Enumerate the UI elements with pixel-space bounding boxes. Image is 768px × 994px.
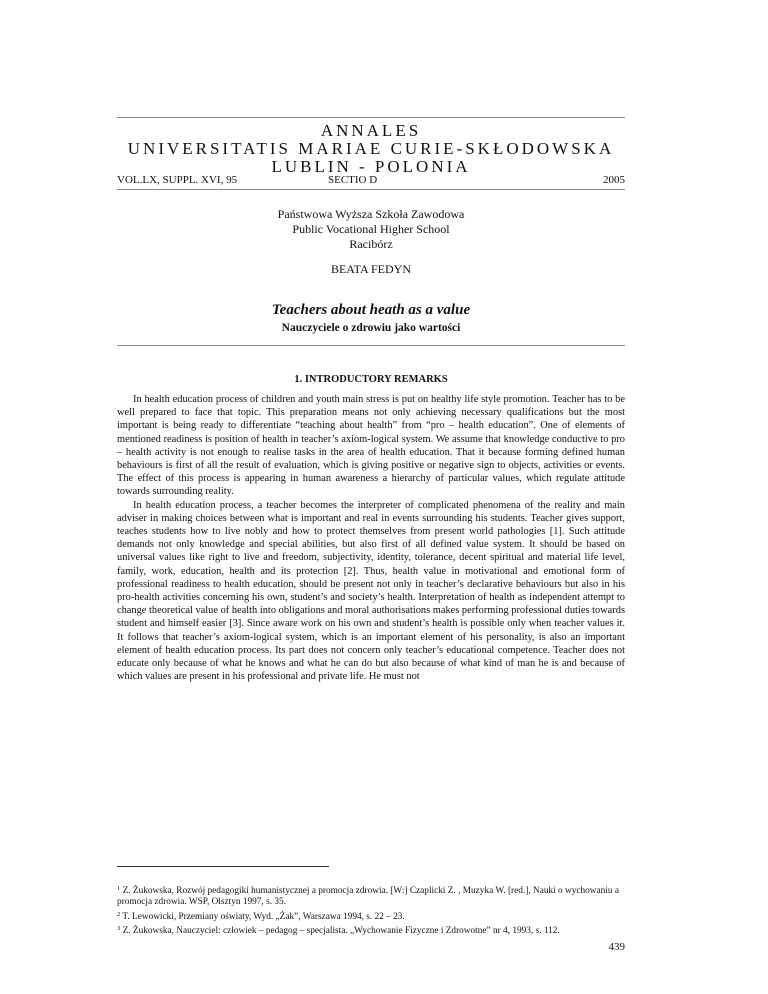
article-title: Teachers about heath as a value: [271, 302, 471, 318]
section-heading: 1. INTRODUCTORY REMARKS: [294, 374, 448, 385]
article-subtitle: Nauczyciele o zdrowiu jako wartości: [281, 322, 461, 334]
footnote-marker: 2: [117, 910, 121, 918]
footnote: [117, 883, 625, 909]
title-rule: [117, 345, 625, 346]
paragraph: In health education process of children and youth main stress is put on healthy life style promotion. Teacher has to be well prepared to face that topic. This preparation means not only achieving necessary qualifications but the most important is being ready to differentiate “teaching about health” from “pro – health education”. One of elements of mentioned readiness is position of health in teacher’s axiom-logical system. We assume that knowledge conductive to pro – health activity is not enough to realise tasks in the area of health education. That it because forming defined human behaviours is first of all the result of evaluation, which is giving positive or negative sign to objects, activities or events. The effect of this process is appearing in human awareness a hierarchy of particular values, which regulate attitude towards surrounding reality.: [117, 394, 625, 498]
footnote: [117, 909, 625, 923]
journal-name-line-2: UNIVERSITATIS MARIAE CURIE-SKŁODOWSKA: [127, 139, 615, 158]
year-info: 2005: [603, 174, 625, 186]
journal-name-line-1: ANNALES: [320, 121, 422, 140]
footnote: [117, 923, 625, 937]
header-bottom-rule: [117, 189, 625, 190]
footnote-marker: 1: [117, 885, 121, 892]
journal-name-line-3: LUBLIN - POLONIA: [271, 157, 471, 176]
institution-polish: Państwowa Wyższa Szkoła Zawodowa: [277, 207, 465, 221]
footnote-text: Z. Żukowska, Rozwój pedagogiki humanistycznej a promocja zdrowia. [W:] Czaplicki Z. , Muzyka W. [red.], Nauki o wychowaniu a promocja zdrowia. WSP, Olsztyn 1997, s. 35.: [117, 886, 619, 908]
footnotes: [117, 883, 625, 938]
footnote-text: Z. Żukowska, Nauczyciel: człowiek – pedagog – specjalista. „Wychowanie Fizyczne i Zdrowotne” nr 4, 1993, s. 112.: [122, 926, 560, 937]
footnote-text: T. Lewowicki, Przemiany oświaty, Wyd. „Żak”, Warszawa 1994, s. 22 – 23.: [122, 911, 405, 922]
author-name: BEATA FEDYN: [330, 262, 412, 276]
volume-info: VOL.LX, SUPPL. XVI, 95: [117, 174, 238, 186]
footnote-marker: 3: [117, 925, 121, 933]
paragraph: In health education process, a teacher becomes the interpreter of complicated phenomena of the reality and main adviser in making choices between what is important and real in events surrounding his students. Teacher gives support, teaches students how to live nobly and how to protect themselves from present world pathologies [1]. Such attitude demands not only knowledge and special abilities, but also first of all defined value system. It should be based on universal values like right to live and freedom, subjectivity, identity, tolerance, decent spiritual and material life level, family, work, education, health and its protection [2]. Thus, health value in motivational and emotional form of professional readiness to health education, should be present not only in teacher’s declarative behaviours but also in his pro-health activities concerning his own, student’s and society’s health. Interpretation of health as independent attempt to change theoretical value of health into obligations and moral authorisations makes performing professional duties towards student and himself easier [3]. Since aware work on his own and student’s health is possible only when teacher values it. It follows that teacher’s axiom-logical system, which is an important element of his personality, is also an important element of health education process. Its part does not concern only teacher’s educational competence. Teacher does not educate only because of what he knows and what he can do but also because of what kind of man he is and because of which values are present in his professional and private life. He must not: [117, 499, 625, 683]
article-body: [117, 393, 625, 683]
institution-block: [117, 207, 625, 252]
institution-english: Public Vocational Higher School: [292, 222, 450, 236]
page-number: 439: [608, 941, 625, 953]
institution-city: Racibórz: [349, 237, 393, 251]
footnote-separator: [117, 866, 329, 867]
header-top-rule: [117, 117, 625, 118]
section-info: SECTIO D: [328, 174, 378, 186]
